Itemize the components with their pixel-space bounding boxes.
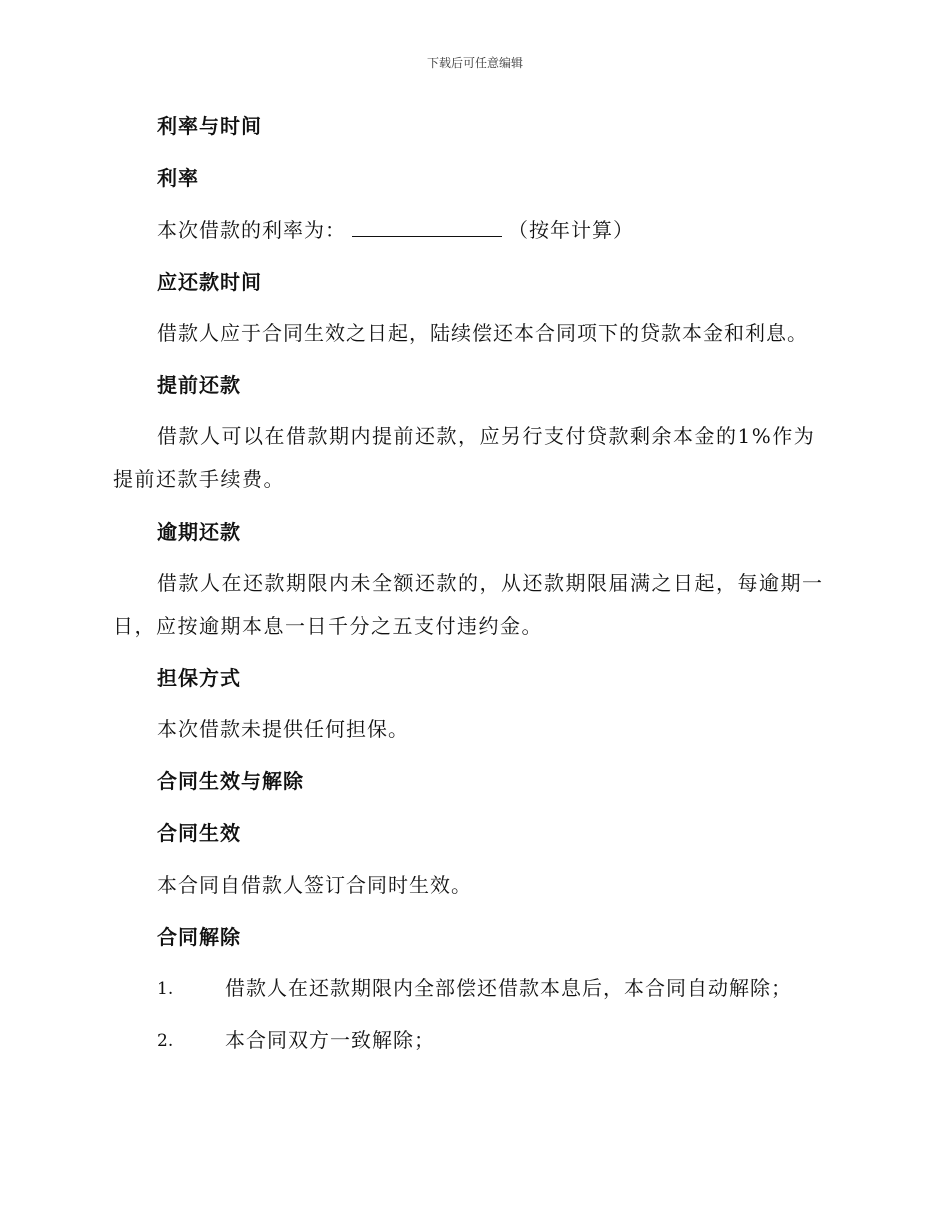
list-item-number: 1. bbox=[157, 979, 174, 999]
heading-termination: 合同解除 bbox=[157, 925, 241, 949]
heading-effect-and-termination: 合同生效与解除 bbox=[157, 769, 304, 793]
heading-due-time: 应还款时间 bbox=[157, 270, 262, 294]
heading-rate-and-time: 利率与时间 bbox=[157, 114, 262, 138]
heading-effect: 合同生效 bbox=[157, 821, 241, 845]
rate-prefix: 本次借款的利率为： bbox=[157, 218, 346, 242]
heading-overdue: 逾期还款 bbox=[157, 520, 241, 544]
paragraph-overdue: 借款人在还款期限内未全额还款的，从还款期限届满之日起，每逾期一日，应按逾期本息一日千分之五支付违约金。 bbox=[113, 571, 824, 638]
heading-rate: 利率 bbox=[157, 166, 199, 190]
list-item-text: 借款人在还款期限内全部偿还借款本息后，本合同自动解除； bbox=[225, 976, 792, 1000]
rate-line bbox=[157, 218, 634, 242]
heading-prepayment: 提前还款 bbox=[157, 373, 241, 397]
page-header: 下载后可任意编辑 bbox=[426, 56, 523, 70]
paragraph-effect: 本合同自借款人签订合同时生效。 bbox=[157, 873, 472, 897]
list-item-text: 本合同双方一致解除； bbox=[225, 1028, 435, 1052]
paragraph-guarantee: 本次借款未提供任何担保。 bbox=[157, 717, 409, 741]
list-item-number: 2. bbox=[157, 1031, 174, 1051]
heading-guarantee: 担保方式 bbox=[157, 666, 241, 690]
rate-suffix: （按年计算） bbox=[508, 218, 634, 242]
paragraph-prepayment: 借款人可以在借款期内提前还款，应另行支付贷款剩余本金的1%作为提前还款手续费。 bbox=[113, 424, 816, 491]
rate-blank-field[interactable] bbox=[352, 220, 502, 237]
paragraph-due-time: 借款人应于合同生效之日起，陆续偿还本合同项下的贷款本金和利息。 bbox=[157, 321, 808, 345]
